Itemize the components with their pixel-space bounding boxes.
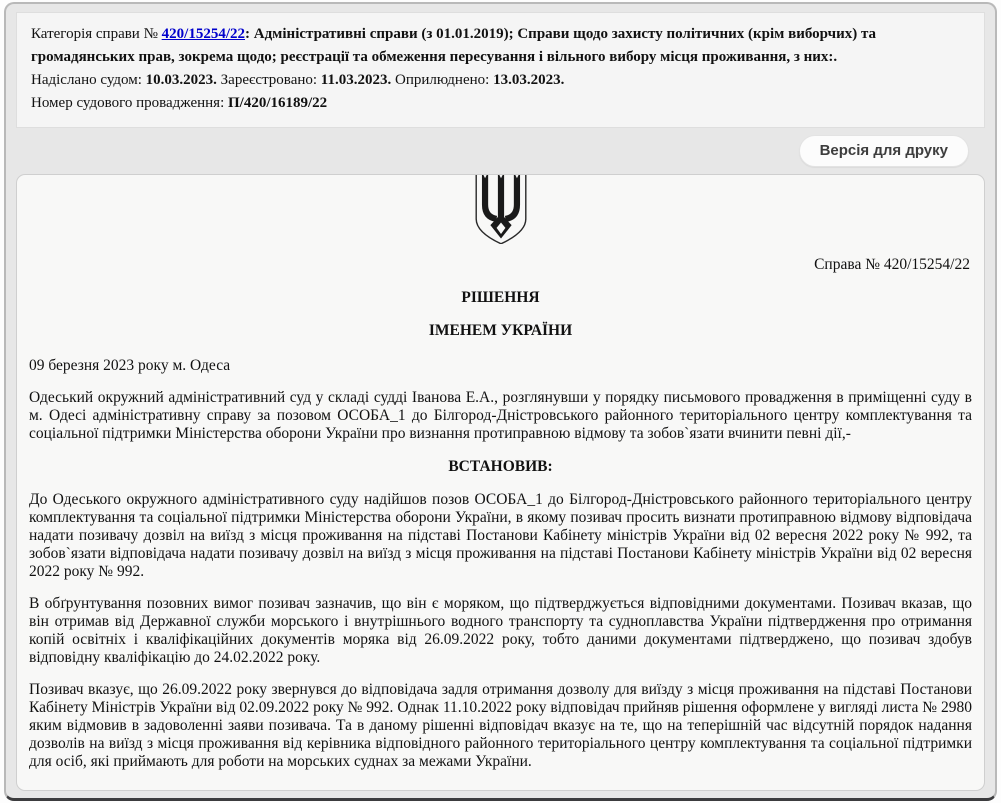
sent-date: 10.03.2023. <box>145 72 217 88</box>
case-dates-line <box>31 69 970 92</box>
category-text: : Адміністративні справи (з 01.01.2019); Справи щодо захисту політичних (крім виборчих) та громадянських прав, зокрема щодо; реєстрації та обмеження пересування і вільного вибору місця проживання, з них:. <box>31 26 877 65</box>
page-frame <box>4 2 997 801</box>
sent-label: Надіслано судом: <box>31 72 146 88</box>
published-date: 13.03.2023. <box>493 72 565 88</box>
document-title: РІШЕННЯ <box>461 289 540 306</box>
paragraph-claim: До Одеського окружного адміністративного суду надійшов позов ОСОБА_1 до Білгород-Дністровського районного територіального центру комплектування та соціальної підтримки Міністерства оборони України, в якому позивач просить визнати протиправною відмову відповідача надати позивачу дозвіл на виїзд з місця проживання на підставі Постанови Кабінету міністрів України від 02 вересня 2022 року № 992, та зобов`язати відповідача надати позивачу дозвіл на виїзд з місця проживання на підставі Постанови Кабінету міністрів України від 02 вересня 2022 року № 992. <box>29 490 972 580</box>
paragraph-intro: Одеський окружний адміністративний суд у складі судді Іванова Е.А., розглянувши у порядку письмового провадження в приміщенні суду в м. Одесі адміністративну справу за позовом ОСОБА_1 до Білгород-Дністровського районного територіального центру комплектування та соціальної підтримки Міністерства оборони України про визнання протиправною відмову та зобов`язати вчинити певні дії,- <box>29 389 972 442</box>
paragraph-refusal: Позивач вказує, що 26.09.2022 року звернувся до відповідача задля отримання дозволу для виїзду з місця проживання на підставі Постанови Кабінету Міністрів України від 02.09.2022 року № 992. Однак 11.10.2022 року відповідач прийняв рішення оформлене у вигляді листа № 2980 яким відмовив в задоволенні заяви позивача. Та в даному рішенні відповідач вказує на те, що на теперішній час відсутній порядок надання дозволів на виїзд з місця проживання від керівника відповідного районного територіального центру комплектування та соціальної підтримки для осіб, які приймають для роботи на морських суднах за межами України. <box>29 680 972 770</box>
proceeding-number-line <box>31 92 970 115</box>
published-label: Оприлюднено: <box>391 72 494 88</box>
ukraine-trident-emblem-icon <box>29 174 972 244</box>
case-category-line <box>31 23 970 69</box>
document-card <box>16 174 985 791</box>
print-version-button[interactable]: Версія для друку <box>799 135 969 167</box>
case-number-link[interactable]: 420/15254/22 <box>161 26 245 42</box>
registered-date: 11.03.2023. <box>320 72 392 88</box>
date-and-place: 09 березня 2023 року м. Одеса <box>29 357 231 374</box>
proceeding-label: Номер судового провадження: <box>31 95 228 111</box>
proceeding-number: П/420/16189/22 <box>228 95 328 111</box>
established-heading: ВСТАНОВИВ: <box>448 457 553 475</box>
paragraph-grounds: В обґрунтування позовних вимог позивач зазначив, що він є моряком, що підтверджується відповідними документами. Позивач вказав, що він отримав від Державної служби морського і внутрішнього водного транспорту та судноплавства України підтвердження про отримання копій освітніх і кваліфікаційних документів моряка від 26.09.2022 року, тобто даними документами підтверджено, що позивач здобув відповідну кваліфікацію до 24.02.2022 року. <box>29 594 972 666</box>
document-subtitle: ІМЕНЕМ УКРАЇНИ <box>428 322 573 339</box>
case-reference: Справа № 420/15254/22 <box>814 256 970 273</box>
toolbar <box>16 128 985 174</box>
case-meta-panel <box>16 12 985 128</box>
registered-label: Зареєстровано: <box>216 72 321 88</box>
category-label: Категорія справи № <box>31 26 162 42</box>
